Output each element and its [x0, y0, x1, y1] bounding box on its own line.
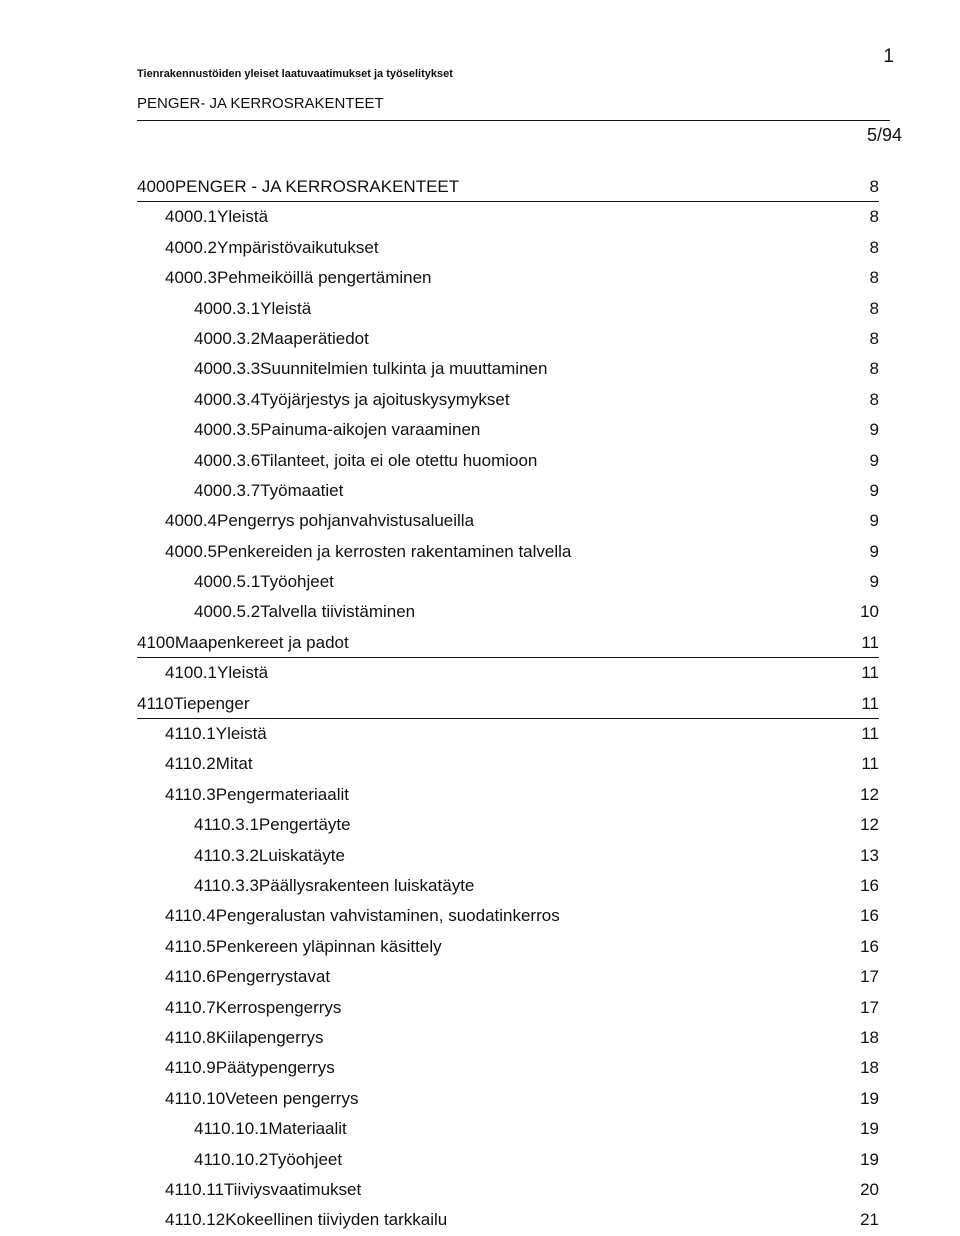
- toc-entry-page-number: 12: [860, 815, 879, 835]
- toc-entry[interactable]: [137, 1145, 879, 1175]
- toc-entry-page-number: 9: [869, 541, 879, 561]
- running-title: Tienrakennustöiden yleiset laatuvaatimukset ja työselitykset: [137, 68, 453, 80]
- toc-entry-label: 4110.10.2Työohjeet: [194, 1149, 343, 1169]
- toc-entry-label: 4110.11Tiiviysvaatimukset: [165, 1179, 362, 1199]
- toc-entry[interactable]: [137, 901, 879, 931]
- toc-entry[interactable]: [137, 446, 879, 476]
- document-code: 5/94: [866, 125, 902, 145]
- toc-entry-page-number: 11: [861, 632, 879, 652]
- toc-entry-label: 4000.2Ympäristövaikutukset: [165, 237, 379, 257]
- toc-entry[interactable]: [137, 597, 879, 627]
- toc-chapter-entry[interactable]: [137, 172, 879, 202]
- toc-entry-label: 4110.3Pengermateriaalit: [165, 784, 349, 804]
- toc-entry-page-number: 8: [869, 328, 879, 348]
- toc-entry-label: 4110.5Penkereen yläpinnan käsittely: [165, 936, 442, 956]
- section-title: PENGER- JA KERROSRAKENTEET: [137, 95, 384, 112]
- toc-entry-page-number: 8: [869, 237, 879, 257]
- toc-entry[interactable]: [137, 1175, 879, 1205]
- toc-entry-label: 4110.10Veteen pengerrys: [165, 1088, 359, 1108]
- table-of-contents: [137, 172, 879, 1236]
- toc-entry-label: 4000.5.2Talvella tiivistäminen: [194, 602, 416, 622]
- toc-entry[interactable]: [137, 537, 879, 567]
- toc-entry-label: 4110.3.1Pengertäyte: [194, 815, 351, 835]
- toc-entry[interactable]: [137, 324, 879, 354]
- toc-entry-label: 4110.3.3Päällysrakenteen luiskatäyte: [194, 875, 475, 895]
- toc-entry-label: 4100.1Yleistä: [165, 663, 269, 683]
- toc-entry-page-number: 10: [860, 602, 879, 622]
- toc-entry-label: 4000.3.6Tilanteet, joita ei ole otettu huomioon: [194, 450, 538, 470]
- header-rule: [137, 120, 890, 121]
- toc-entry-page-number: 17: [860, 967, 879, 987]
- toc-entry-page-number: 19: [860, 1119, 879, 1139]
- toc-entry-page-number: 9: [869, 572, 879, 592]
- toc-entry-label: 4000.1Yleistä: [165, 207, 269, 227]
- toc-entry-label: 4000.5Penkereiden ja kerrosten rakentaminen talvella: [165, 541, 572, 561]
- toc-entry-page-number: 8: [869, 268, 879, 288]
- toc-entry-label: 4110.1Yleistä: [165, 724, 267, 744]
- toc-chapter-entry[interactable]: [137, 628, 879, 658]
- toc-entry-page-number: 8: [869, 359, 879, 379]
- toc-entry[interactable]: [137, 202, 879, 232]
- toc-entry-page-number: 9: [869, 480, 879, 500]
- toc-entry[interactable]: [137, 476, 879, 506]
- toc-entry[interactable]: [137, 719, 879, 749]
- toc-entry[interactable]: [137, 810, 879, 840]
- toc-entry-page-number: 13: [860, 845, 879, 865]
- toc-entry-page-number: 21: [860, 1210, 879, 1230]
- toc-entry[interactable]: [137, 932, 879, 962]
- toc-entry-page-number: 8: [869, 389, 879, 409]
- toc-entry[interactable]: [137, 1023, 879, 1053]
- toc-entry-label: 4000.3.2Maaperätiedot: [194, 328, 369, 348]
- toc-entry[interactable]: [137, 263, 879, 293]
- toc-entry-page-number: 18: [860, 1027, 879, 1047]
- toc-entry-label: 4000.4Pengerrys pohjanvahvistusalueilla: [165, 511, 475, 531]
- toc-entry-label: 4000.5.1Työohjeet: [194, 572, 334, 592]
- toc-entry-page-number: 11: [861, 663, 879, 683]
- toc-entry-label: 4000.3.3Suunnitelmien tulkinta ja muuttaminen: [194, 359, 548, 379]
- toc-entry-label: 4000PENGER - JA KERROSRAKENTEET: [137, 177, 460, 196]
- toc-entry-label: 4110.6Pengerrystavat: [165, 967, 331, 987]
- toc-entry[interactable]: [137, 506, 879, 536]
- toc-entry-page-number: 18: [860, 1058, 879, 1078]
- toc-entry-page-number: 11: [861, 754, 879, 774]
- toc-chapter-entry[interactable]: [137, 689, 879, 719]
- toc-entry-page-number: 8: [869, 177, 879, 196]
- toc-entry-page-number: 11: [861, 724, 879, 744]
- toc-entry-label: 4110.9Päätypengerrys: [165, 1058, 335, 1078]
- toc-entry-page-number: 9: [869, 511, 879, 531]
- page-number: 1: [883, 46, 894, 67]
- toc-entry-label: 4000.3.5Painuma-aikojen varaaminen: [194, 420, 481, 440]
- toc-entry-label: 4110.4Pengeralustan vahvistaminen, suodatinkerros: [165, 906, 560, 926]
- toc-entry[interactable]: [137, 749, 879, 779]
- toc-entry[interactable]: [137, 1084, 879, 1114]
- toc-entry[interactable]: [137, 415, 879, 445]
- toc-entry-page-number: 17: [860, 997, 879, 1017]
- toc-entry-label: 4100Maapenkereet ja padot: [137, 632, 349, 652]
- toc-entry[interactable]: [137, 567, 879, 597]
- toc-entry[interactable]: [137, 993, 879, 1023]
- toc-entry-label: 4110Tiepenger: [137, 693, 250, 713]
- toc-entry[interactable]: [137, 658, 879, 688]
- toc-entry-label: 4110.2Mitat: [165, 754, 253, 774]
- toc-entry[interactable]: [137, 962, 879, 992]
- toc-entry-label: 4000.3.1Yleistä: [194, 298, 312, 318]
- toc-entry-page-number: 8: [869, 298, 879, 318]
- toc-entry[interactable]: [137, 233, 879, 263]
- toc-entry-page-number: 9: [869, 420, 879, 440]
- toc-entry-label: 4000.3.4Työjärjestys ja ajoituskysymykset: [194, 389, 510, 409]
- toc-entry-page-number: 16: [860, 936, 879, 956]
- toc-entry[interactable]: [137, 354, 879, 384]
- toc-entry-label: 4110.10.1Materiaalit: [194, 1119, 347, 1139]
- toc-entry-label: 4110.7Kerrospengerrys: [165, 997, 342, 1017]
- toc-entry-label: 4000.3.7Työmaatiet: [194, 480, 344, 500]
- toc-entry-page-number: 11: [861, 693, 879, 713]
- toc-entry-label: 4110.8Kiilapengerrys: [165, 1027, 324, 1047]
- toc-entry-label: 4000.3Pehmeiköillä pengertäminen: [165, 268, 432, 288]
- toc-entry-page-number: 16: [860, 875, 879, 895]
- toc-entry-page-number: 20: [860, 1179, 879, 1199]
- toc-entry-page-number: 19: [860, 1149, 879, 1169]
- toc-entry-label: 4110.12Kokeellinen tiiviyden tarkkailu: [165, 1210, 448, 1230]
- toc-entry-page-number: 19: [860, 1088, 879, 1108]
- toc-entry-page-number: 16: [860, 906, 879, 926]
- toc-entry-page-number: 9: [869, 450, 879, 470]
- toc-entry[interactable]: [137, 780, 879, 810]
- toc-entry[interactable]: [137, 294, 879, 324]
- toc-entry[interactable]: [137, 841, 879, 871]
- toc-entry[interactable]: [137, 1114, 879, 1144]
- toc-entry-label: 4110.3.2Luiskatäyte: [194, 845, 345, 865]
- toc-entry[interactable]: [137, 1205, 879, 1235]
- toc-entry[interactable]: [137, 871, 879, 901]
- toc-entry[interactable]: [137, 1053, 879, 1083]
- toc-entry[interactable]: [137, 385, 879, 415]
- toc-entry-page-number: 8: [869, 207, 879, 227]
- toc-entry-page-number: 12: [860, 784, 879, 804]
